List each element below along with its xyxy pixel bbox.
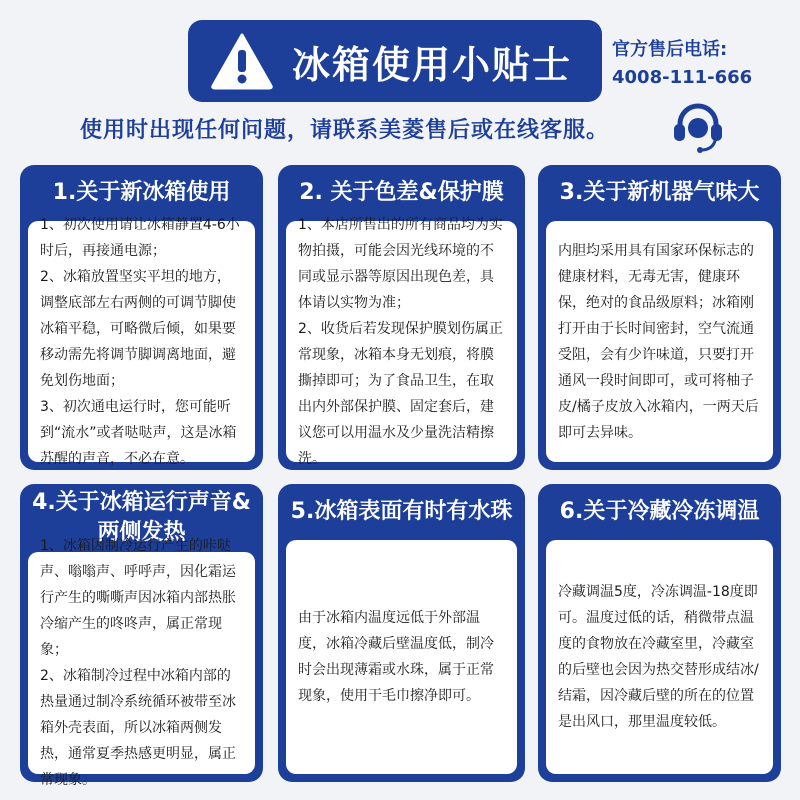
card-title: 2. 关于色差&保护膜 [299,180,504,205]
tip-card-odor [538,165,781,470]
card-body [546,221,773,462]
card-body [286,540,517,774]
card-text: 冷藏调温5度，冷冻调温-18度即可。温度过低的话，稍微带点温度的食物放在冷藏室里，冷藏室的后壁也会因为热交替形成结冰/结霜，因冷藏后壁的所在的位置是出风口，那里温度较低。 [558,584,759,730]
card-text: 由于冰箱内温度远低于外部温度，冰箱冷藏后壁温度低，制冷时会出现薄霜或水珠，属于正常现象，使用干毛巾擦净即可。 [298,610,494,704]
tip-card-noise-heat [20,484,263,788]
hotline [612,36,752,92]
card-body [28,216,255,467]
card-text: 2、冰箱放置坚实平坦的地方，调整底部左右两侧的可调节脚使冰箱平稳，可略微后倾，如果要移动需先将调节脚调离地面，避免划伤地面； [40,268,236,389]
card-title: 5.冰箱表面有时有水珠 [290,499,513,524]
card-title: 6.关于冷藏冷冻调温 [559,499,760,524]
tip-card-color-film [278,165,525,470]
card-text: 内胆均采用具有国家环保标志的健康材料，无毒无害，健康环保，绝对的食品级原料；冰箱刚打开由于长时间密封，空气流通受阻，会有少许味道，只要打开通风一段时间即可，或可将柚子皮/橘子皮放入冰箱内，一两天后即可去异味。 [558,242,759,441]
card-title: 4.关于冰箱运行声音&两侧发热 [32,490,251,545]
card-body [286,216,517,467]
card-body [28,538,255,788]
card-title: 3.关于新机器气味大 [559,180,760,205]
card-text: 1、冰箱因制冷运行产生的咔哒声、嗡嗡声、呼呼声，因化霜运行产生的嘶嘶声因冰箱内部热胀冷缩产生的咚咚声，属正常现象； [40,538,236,658]
tip-card-condensation [278,484,525,782]
card-text: 1、本店所售出的所有商品均为实物拍摄，可能会因光线环境的不同或显示器等原因出现色差，具体请以实物为准； [298,216,503,311]
tip-card-temperature [538,484,781,782]
card-text: 3、初次通电运行时，您可能听到“流水”或者哒哒声，这是冰箱苏醒的声音，不必在意。 [40,398,237,467]
card-title: 1.关于新冰箱使用 [52,180,231,205]
page-title: 冰箱使用小贴士 [292,42,573,87]
subtitle: 使用时出现任何问题，请联系美菱售后或在线客服。 [80,118,610,143]
card-text: 2、冰箱制冷过程中冰箱内部的热量通过制冷系统循环被带至冰箱外壳表面，所以冰箱两侧发热，通常夏季热感更明显，属正常现象。 [40,668,236,788]
card-text: 1、初次使用请让冰箱静置4-6小时后，再接通电源； [40,216,240,259]
card-text: 2、收货后若发现保护膜划伤属正常现象，冰箱本身无划痕，将膜撕掉即可；为了食品卫生，在取出内外部保护膜、固定套后，建议您可以用温水及少量洗洁精擦洗。 [298,320,503,467]
card-body [546,540,773,774]
hotline-label: 官方售后电话: [612,39,728,60]
hotline-number: 4008-111-666 [612,67,753,88]
tip-card-new-fridge [20,165,263,470]
headset-icon [668,96,728,156]
warning-triangle-icon [210,32,274,90]
title-banner [188,20,602,102]
